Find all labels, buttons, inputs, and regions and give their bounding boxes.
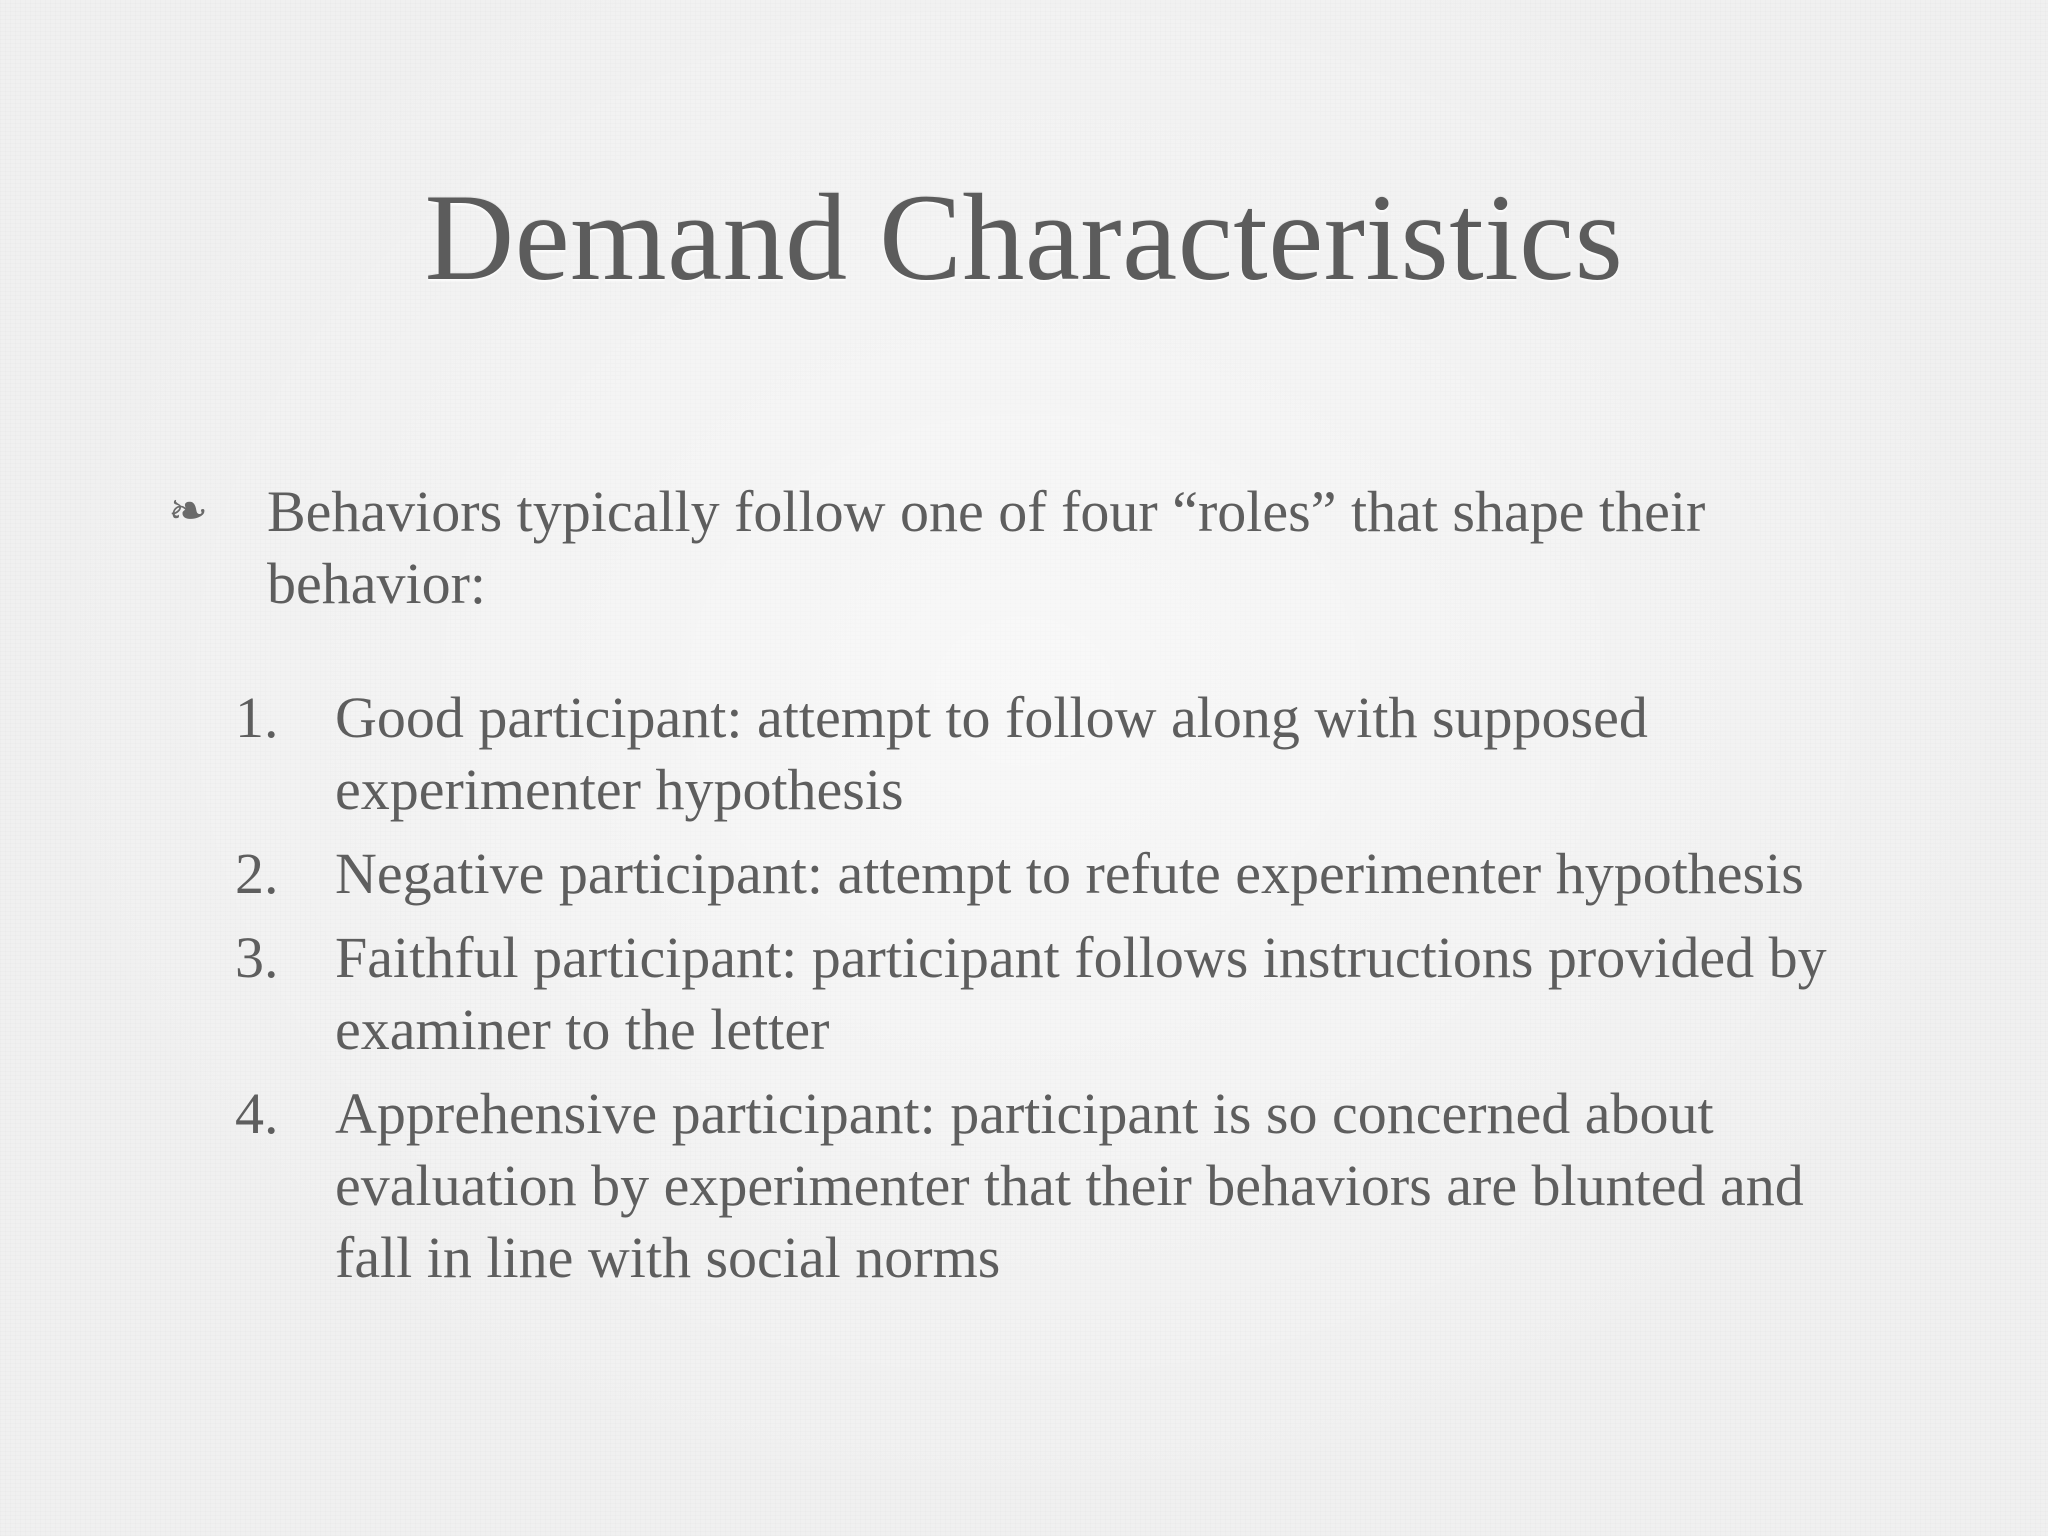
slide-title: Demand Characteristics <box>424 169 1624 306</box>
list-item-text: Apprehensive participant: participant is so concerned about evaluation by experimenter that their behaviors are blunted and fall in line with social norms <box>335 1081 1804 1290</box>
bullet-point <box>160 476 1860 620</box>
list-item-text: Faithful participant: participant follows instructions provided by examiner to the letter <box>335 925 1827 1062</box>
list-item <box>220 682 1920 826</box>
list-item <box>220 1078 1920 1294</box>
list-item-number: 3. <box>235 925 279 990</box>
fleuron-bullet-icon: ❧ <box>168 485 209 538</box>
list-item-text: Negative participant: attempt to refute experimenter hypothesis <box>335 841 1804 906</box>
list-item-number: 4. <box>235 1081 279 1146</box>
list-item-number: 1. <box>235 685 279 750</box>
roles-list <box>220 682 1920 1306</box>
list-item <box>220 838 1920 910</box>
list-item-number: 2. <box>235 841 279 906</box>
list-item <box>220 922 1920 1066</box>
bullet-text: Behaviors typically follow one of four “roles” that shape their behavior: <box>267 479 1706 616</box>
list-item-text: Good participant: attempt to follow along with supposed experimenter hypothesis <box>335 685 1648 822</box>
